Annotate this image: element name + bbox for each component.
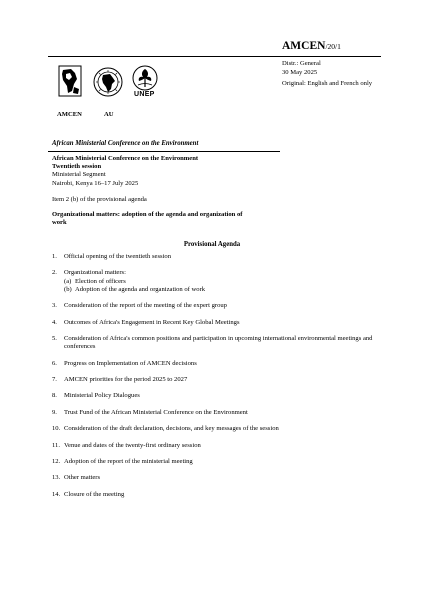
agenda-item (52, 409, 380, 417)
agenda-item (52, 491, 380, 499)
agenda-item (52, 458, 380, 466)
agenda-item-number: 13. (52, 474, 61, 482)
african-union-emblem-icon (93, 67, 123, 97)
agenda-item-text: Consideration of the draft declaration, decisions, and key messages of the session (64, 425, 279, 433)
document-date: 30 May 2025 (282, 68, 318, 76)
agenda-item-text: Organizational matters: (64, 269, 126, 277)
agenda-item-number: 14. (52, 490, 61, 498)
agenda-item-number: 9. (52, 408, 57, 416)
agenda-item-number: 12. (52, 457, 61, 465)
au-label: AU (104, 111, 114, 118)
distribution-block (282, 60, 372, 88)
agenda-item-text: Closure of the meeting (64, 490, 125, 498)
agenda-item-number: 6. (52, 359, 57, 367)
symbol-main: AMCEN (282, 40, 326, 52)
agenda-item (52, 302, 380, 310)
amcen-logo-icon (57, 65, 83, 97)
agenda-item-text: Official opening of the twentieth session (64, 253, 172, 260)
symbol-suffix: /20/1 (325, 42, 341, 51)
header-rule (48, 56, 381, 57)
agenda-sub-item-number: (a) (64, 277, 72, 285)
agenda-item-text: Venue and dates of the twenty-first ordinary session (64, 441, 201, 449)
agenda-sub-item-text: Adoption of the agenda and organization of work (75, 285, 206, 293)
meeting-info (52, 155, 198, 188)
title-rule (48, 151, 280, 152)
agenda-item-number: 4. (52, 318, 57, 326)
meeting-title: African Ministerial Conference on the Environment (52, 155, 199, 162)
agenda-item-number: 7. (52, 375, 57, 383)
agenda-item (52, 376, 380, 384)
agenda-item-text: Outcomes of Africa's Engagement in Recent Key Global Meetings (64, 318, 240, 326)
amcen-label: AMCEN (57, 111, 82, 118)
agenda-item-number: 2. (52, 269, 57, 277)
agenda-item-text: Adoption of the report of the ministerial meeting (64, 457, 193, 465)
meeting-session: Twentieth session (52, 163, 102, 171)
agenda-item-text: Consideration of Africa's common positions and participation in upcoming international environmental meetings and conferences (64, 334, 373, 351)
agenda-item-reference: Item 2 (b) of the provisional agenda (52, 196, 147, 203)
conference-title: African Ministerial Conference on the Environment (52, 140, 199, 147)
agenda-item (52, 425, 380, 433)
document-subject: Organizational matters: adoption of the agenda and organization of work (52, 211, 243, 227)
agenda-item (52, 319, 380, 327)
agenda-sub-item (64, 278, 380, 286)
agenda-item-text: Ministerial Policy Dialogues (64, 392, 140, 400)
agenda-item-number: 5. (52, 334, 57, 342)
agenda-item (52, 253, 380, 261)
meeting-place-date: Nairobi, Kenya 16–17 July 2025 (52, 179, 139, 187)
agenda-item-text: Other matters (64, 474, 101, 482)
unep-logo-icon (132, 65, 158, 91)
agenda-item (52, 360, 380, 368)
agenda-item (52, 442, 380, 450)
agenda-item-number: 11. (52, 441, 60, 449)
agenda-item (52, 269, 380, 294)
agenda-item (52, 392, 380, 400)
distribution-text: Distr.: General (282, 60, 321, 67)
agenda-item-text: Trust Fund of the African Ministerial Conference on the Environment (64, 408, 248, 416)
agenda-item-number: 8. (52, 392, 57, 400)
agenda-item (52, 474, 380, 482)
agenda-item-number: 10. (52, 425, 61, 433)
agenda-item-number: 1. (52, 253, 57, 260)
agenda-sub-item-number: (b) (64, 285, 72, 293)
agenda-list (52, 253, 380, 507)
original-language: Original: English and French only (282, 79, 373, 87)
agenda-sub-item-text: Election of officers (75, 277, 126, 285)
agenda-item-text: Progress on Implementation of AMCEN decisions (64, 359, 197, 367)
unep-wordmark: UNEP (134, 91, 155, 98)
agenda-item (52, 335, 380, 351)
agenda-sub-item (64, 286, 380, 294)
agenda-item-number: 3. (52, 302, 57, 310)
agenda-title: Provisional Agenda (183, 241, 241, 248)
meeting-segment: Ministerial Segment (52, 171, 106, 179)
agenda-item-text: AMCEN priorities for the period 2025 to 2027 (64, 375, 188, 383)
document-symbol (282, 40, 341, 52)
agenda-item-text: Consideration of the report of the meeting of the expert group (64, 302, 227, 310)
